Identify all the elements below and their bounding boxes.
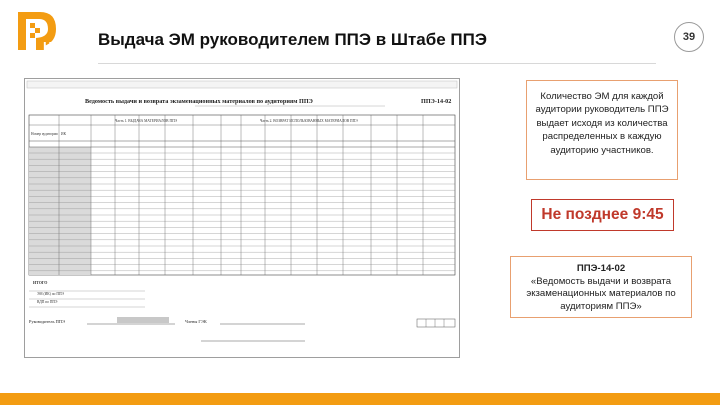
form-col-ik: ИК xyxy=(61,132,66,136)
form-part1-label: Часть 1. ВЫДАЧА МАТЕРИАЛОВ ППЭ xyxy=(115,119,178,123)
logo-letter: Ц xyxy=(43,39,53,54)
form-title: Ведомость выдачи и возврата экзаменационных материалов по аудиториям ППЭ xyxy=(85,98,313,105)
form-total-label: ИТОГО xyxy=(33,280,48,285)
slide-title: Выдача ЭМ руководителем ППЭ в Штабе ППЭ xyxy=(98,30,487,49)
form-preview xyxy=(24,78,460,358)
form-reference-name: «Ведомость выдачи и возврата экзаменационных материалов по аудиториям ППЭ» xyxy=(526,275,676,312)
footer-accent-bar xyxy=(0,393,720,405)
form-signature-org: Члены ГЭК xyxy=(185,319,207,324)
title-divider xyxy=(98,63,656,64)
form-signature-head: Руководитель ППЭ xyxy=(29,319,65,324)
form-part2-label: Часть 2. ВОЗВРАТ ИСПОЛЬЗОВАННЫХ МАТЕРИАЛОВ ППЭ xyxy=(260,119,358,123)
form-code: ППЭ-14-02 xyxy=(421,98,452,105)
form-col-room: Номер аудитории xyxy=(31,132,58,136)
deadline-badge: Не позднее 9:45 xyxy=(531,199,674,231)
form-total-row-1: ЭМ (ИК) по ППЭ xyxy=(37,292,64,296)
form-preview-sheet xyxy=(25,79,459,357)
form-total-row-2: ВДП по ППЭ xyxy=(37,300,58,304)
form-grid xyxy=(29,115,455,307)
form-reference-code: ППЭ-14-02 xyxy=(576,263,626,274)
page-number-badge: 39 xyxy=(674,22,704,52)
rcoi-logo-icon xyxy=(14,8,60,54)
form-reference-note xyxy=(510,256,692,318)
distribution-note: Количество ЭМ для каждой аудитории руководитель ППЭ выдает исходя из количества распределенных в каждую аудиторию участников. xyxy=(526,80,678,180)
rcoi-logo xyxy=(14,8,60,54)
